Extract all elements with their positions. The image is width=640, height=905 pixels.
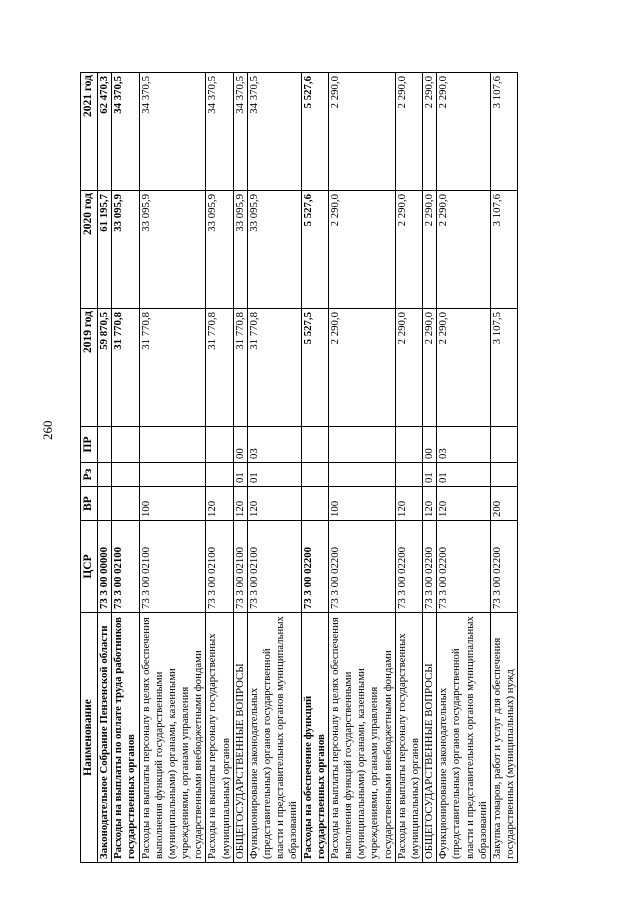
page-number: 260 [40,420,55,440]
row-vr: 120 [437,487,491,521]
row-vr: 120 [206,487,233,521]
budget-table [80,72,518,863]
row-pr [328,427,395,463]
row-rz: 01 [423,463,437,487]
row-csr: 73 3 00 02100 [139,521,206,613]
table-row [98,73,112,863]
row-2020: 33 095,9 [206,191,233,309]
row-pr [301,427,328,463]
row-rz [139,463,206,487]
row-2021: 34 370,5 [112,73,139,191]
row-2021: 34 370,5 [247,73,301,191]
header-pr: ПР [81,427,98,463]
table-row [139,73,206,863]
row-vr [301,487,328,521]
row-2020: 3 107,6 [490,191,517,309]
header-2020: 2020 год [81,191,98,309]
row-rz [490,463,517,487]
row-2020: 2 290,0 [423,191,437,309]
row-2019: 31 770,8 [247,309,301,427]
row-name: Закупка товаров, работ и услуг для обеспечения государственных (муниципальных) нужд [490,613,517,863]
row-pr [98,427,112,463]
table-row [490,73,517,863]
row-pr: 00 [233,427,247,463]
row-2019: 5 527,5 [301,309,328,427]
row-rz [395,463,422,487]
row-name: ОБЩЕГОСУДАРСТВЕННЫЕ ВОПРОСЫ [423,613,437,863]
row-csr: 73 3 00 02100 [112,521,139,613]
row-csr: 73 3 00 02200 [423,521,437,613]
header-rz: Рз [81,463,98,487]
row-2019: 2 290,0 [437,309,491,427]
row-2019: 2 290,0 [395,309,422,427]
row-rz [98,463,112,487]
row-vr: 100 [328,487,395,521]
row-csr: 73 3 00 02200 [328,521,395,613]
row-pr [395,427,422,463]
header-2021: 2021 год [81,73,98,191]
table-row [423,73,437,863]
header-csr: ЦСР [81,521,98,613]
row-pr [206,427,233,463]
row-vr: 100 [139,487,206,521]
row-rz [112,463,139,487]
row-name: Расходы на выплаты персоналу государственных (муниципальных) органов [206,613,233,863]
row-2020: 33 095,9 [247,191,301,309]
row-2020: 61 195,7 [98,191,112,309]
row-2021: 34 370,5 [206,73,233,191]
header-vr: ВР [81,487,98,521]
row-2020: 33 095,9 [139,191,206,309]
row-csr: 73 3 00 02200 [490,521,517,613]
row-2020: 33 095,9 [233,191,247,309]
row-vr: 200 [490,487,517,521]
row-2021: 2 290,0 [437,73,491,191]
row-2019: 31 770,8 [206,309,233,427]
row-name: Расходы на выплаты персоналу в целях обеспечения выполнения функций государственными (муниципальными) органами, казенными учреждениями, органами управления государственными внебюджетными фондами [139,613,206,863]
table-row [233,73,247,863]
row-vr: 120 [423,487,437,521]
row-2021: 2 290,0 [423,73,437,191]
table-row [247,73,301,863]
row-pr: 03 [247,427,301,463]
row-name: Функционирование законодательных (представительных) органов государственной власти и представительных органов муниципальных образований [247,613,301,863]
row-name: ОБЩЕГОСУДАРСТВЕННЫЕ ВОПРОСЫ [233,613,247,863]
row-2021: 5 527,6 [301,73,328,191]
table-row [301,73,328,863]
row-vr [98,487,112,521]
row-2020: 5 527,6 [301,191,328,309]
row-vr [112,487,139,521]
row-csr: 73 3 00 02100 [247,521,301,613]
row-csr: 73 3 00 02100 [233,521,247,613]
rotated-table-container [80,73,565,863]
table-row [206,73,233,863]
table-row [395,73,422,863]
row-csr: 73 3 00 02100 [206,521,233,613]
row-name: Законодательное Собрание Пензенской области [98,613,112,863]
row-2020: 2 290,0 [328,191,395,309]
row-csr: 73 3 00 02200 [437,521,491,613]
row-2019: 59 870,5 [98,309,112,427]
row-pr [490,427,517,463]
row-2021: 2 290,0 [328,73,395,191]
row-rz [328,463,395,487]
row-2021: 34 370,5 [233,73,247,191]
row-rz [206,463,233,487]
row-2019: 2 290,0 [328,309,395,427]
row-2019: 2 290,0 [423,309,437,427]
header-2019: 2019 год [81,309,98,427]
row-pr [139,427,206,463]
table-header-row [81,73,98,863]
row-pr [112,427,139,463]
table-row [112,73,139,863]
row-csr: 73 3 00 02200 [395,521,422,613]
row-pr: 03 [437,427,491,463]
row-2021: 3 107,6 [490,73,517,191]
row-2021: 34 370,5 [139,73,206,191]
row-rz: 01 [247,463,301,487]
row-2020: 33 095,9 [112,191,139,309]
header-name: Наименование [81,613,98,863]
row-name: Расходы на обеспечение функций государственных органов [301,613,328,863]
row-vr: 120 [395,487,422,521]
row-2019: 31 770,8 [139,309,206,427]
row-name: Расходы на выплаты по оплате труда работников государственных органов [112,613,139,863]
row-rz: 01 [233,463,247,487]
row-2020: 2 290,0 [437,191,491,309]
row-2019: 31 770,8 [112,309,139,427]
row-vr: 120 [247,487,301,521]
row-name: Расходы на выплаты персоналу в целях обеспечения выполнения функций государственными (муниципальными) органами, казенными учреждениями, органами управления государственными внебюджетными фондами [328,613,395,863]
row-name: Функционирование законодательных (представительных) органов государственной власти и представительных органов муниципальных образований [437,613,491,863]
row-vr: 120 [233,487,247,521]
row-rz [301,463,328,487]
row-pr: 00 [423,427,437,463]
table-row [437,73,491,863]
row-csr: 73 3 00 00000 [98,521,112,613]
row-2021: 62 470,3 [98,73,112,191]
row-2020: 2 290,0 [395,191,422,309]
row-csr: 73 3 00 02200 [301,521,328,613]
row-2019: 3 107,5 [490,309,517,427]
row-2021: 2 290,0 [395,73,422,191]
table-row [328,73,395,863]
row-2019: 31 770,8 [233,309,247,427]
row-rz: 01 [437,463,491,487]
row-name: Расходы на выплаты персоналу государственных (муниципальных) органов [395,613,422,863]
